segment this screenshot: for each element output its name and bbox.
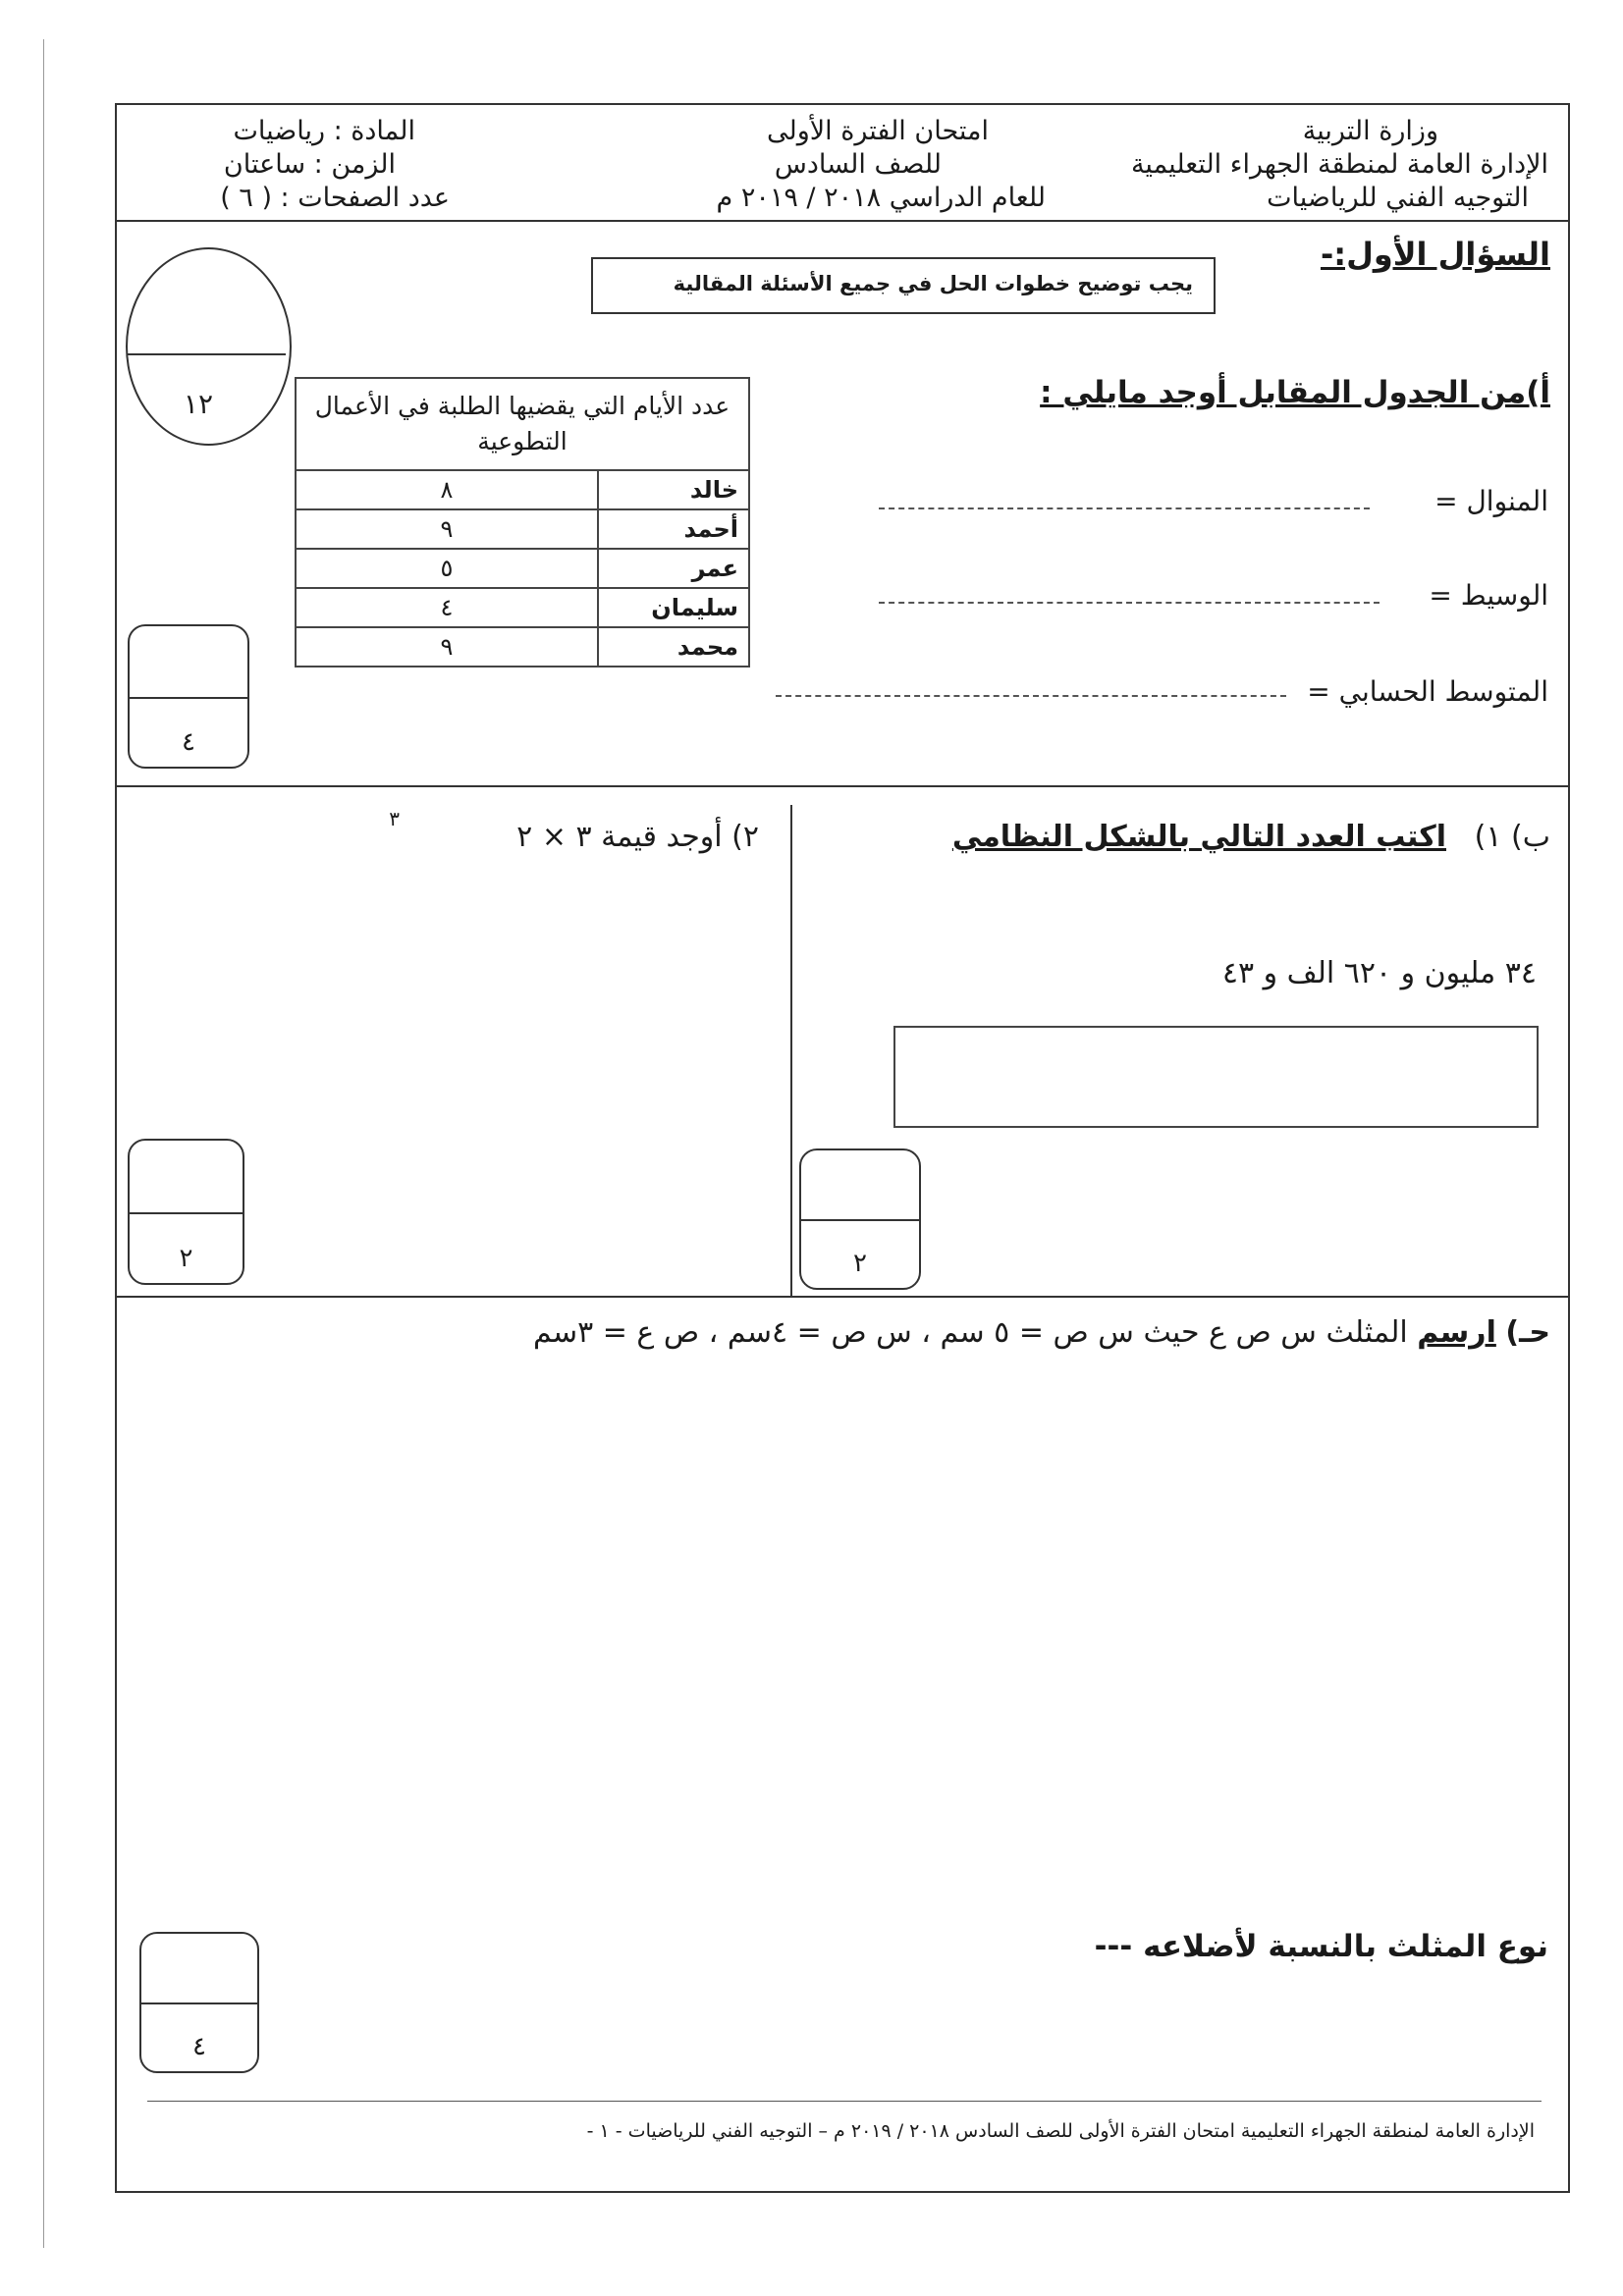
table-row <box>296 588 749 627</box>
part-c-prefix: حـ) <box>1505 1315 1550 1350</box>
part-c-score-box <box>139 1932 259 2073</box>
table-row <box>296 470 749 509</box>
mode-label: المنوال = <box>1434 485 1548 517</box>
header-supervision: التوجيه الفني للرياضيات <box>1267 183 1529 213</box>
header-subject: المادة : رياضيات <box>233 116 415 146</box>
table-row <box>296 627 749 667</box>
mean-answer-line[interactable] <box>776 695 1286 697</box>
header-directorate: الإدارة العامة لمنطقة الجهراء التعليمية <box>1130 149 1548 180</box>
table-header: عدد الأيام التي يقضيها الطلبة في الأعمال التطوعية <box>296 378 749 470</box>
median-label: الوسيط = <box>1429 579 1548 612</box>
table-cell-name: سليمان <box>598 588 749 627</box>
header-grade: للصف السادس <box>774 149 942 180</box>
part-b1-prefix: ب) ١) <box>1474 820 1550 854</box>
volunteer-days-table <box>295 377 750 667</box>
part-b1-score: ٢ <box>853 1249 867 1278</box>
table-cell-name: أحمد <box>598 509 749 549</box>
number-in-words: ٣٤ مليون و ٦٢٠ الف و ٤٣ <box>1221 956 1537 990</box>
part-a-score: ٤ <box>182 727 195 757</box>
drawing-area[interactable] <box>128 1374 1551 1924</box>
part-a-prompt: أ)من الجدول المقابل أوجد مايلي : <box>1040 375 1550 410</box>
table-cell-name: محمد <box>598 627 749 667</box>
part-b2-score-box <box>128 1139 244 1285</box>
table-cell-days: ٩ <box>296 627 598 667</box>
table-row <box>296 509 749 549</box>
header-exam-title: امتحان الفترة الأولى <box>766 116 989 146</box>
part-b1-prompt: اكتب العدد التالي بالشكل النظامي <box>951 820 1446 854</box>
table-row <box>296 549 749 588</box>
table-cell-days: ٤ <box>296 588 598 627</box>
header-pages: عدد الصفحات : ( ٦ ) <box>220 183 450 213</box>
total-score-oval-divider <box>128 353 286 355</box>
total-score: ١٢ <box>183 388 213 420</box>
page-margin-line <box>43 39 44 2248</box>
table-cell-name: خالد <box>598 470 749 509</box>
part-b1-score-box <box>799 1148 921 1290</box>
header-time: الزمن : ساعتان <box>223 149 396 180</box>
part-b2-prompt: ٢) أوجد قيمة ٣ × ٢ <box>516 820 759 854</box>
part-b2-exponent: ٣ <box>389 807 400 830</box>
part-c-text: المثلث س ص ع حيث س ص = ٥ سم ، س ص = ٤سم ، ص ع = ٣سم <box>532 1315 1408 1350</box>
triangle-type-prompt: نوع المثلث بالنسبة لأضلاعه --- <box>1094 1929 1548 1964</box>
header-year: للعام الدراسي ٢٠١٨ / ٢٠١٩ م <box>716 183 1046 213</box>
mean-label: المتوسط الحسابي = <box>1307 675 1548 708</box>
part-b2-score: ٢ <box>179 1244 193 1273</box>
mode-answer-line[interactable] <box>879 507 1370 509</box>
table-cell-days: ٩ <box>296 509 598 549</box>
part-a-divider <box>115 785 1568 787</box>
part-b-divider <box>115 1296 1568 1298</box>
standard-form-answer-box[interactable] <box>893 1026 1539 1128</box>
question-title: السؤال الأول:- <box>1320 236 1550 273</box>
part-b-vertical-divider <box>790 805 792 1296</box>
instruction-text: يجب توضيح خطوات الحل في جميع الأسئلة المقالية <box>673 272 1193 295</box>
footer-divider <box>147 2101 1542 2102</box>
table-cell-name: عمر <box>598 549 749 588</box>
header-ministry: وزارة التربية <box>1302 116 1438 146</box>
table-cell-days: ٨ <box>296 470 598 509</box>
header-divider <box>115 220 1568 222</box>
table-cell-days: ٥ <box>296 549 598 588</box>
part-c-prompt <box>533 1315 1550 1350</box>
part-c-score: ٤ <box>192 2032 206 2061</box>
part-a-score-box <box>128 624 249 769</box>
part-c-verb: ارسم <box>1417 1315 1496 1350</box>
median-answer-line[interactable] <box>879 602 1380 604</box>
footer-text: الإدارة العامة لمنطقة الجهراء التعليمية امتحان الفترة الأولى للصف السادس ٢٠١٨ / ٢٠١٩ م – التوجيه الفني للرياضيات - ١ - <box>586 2120 1535 2142</box>
